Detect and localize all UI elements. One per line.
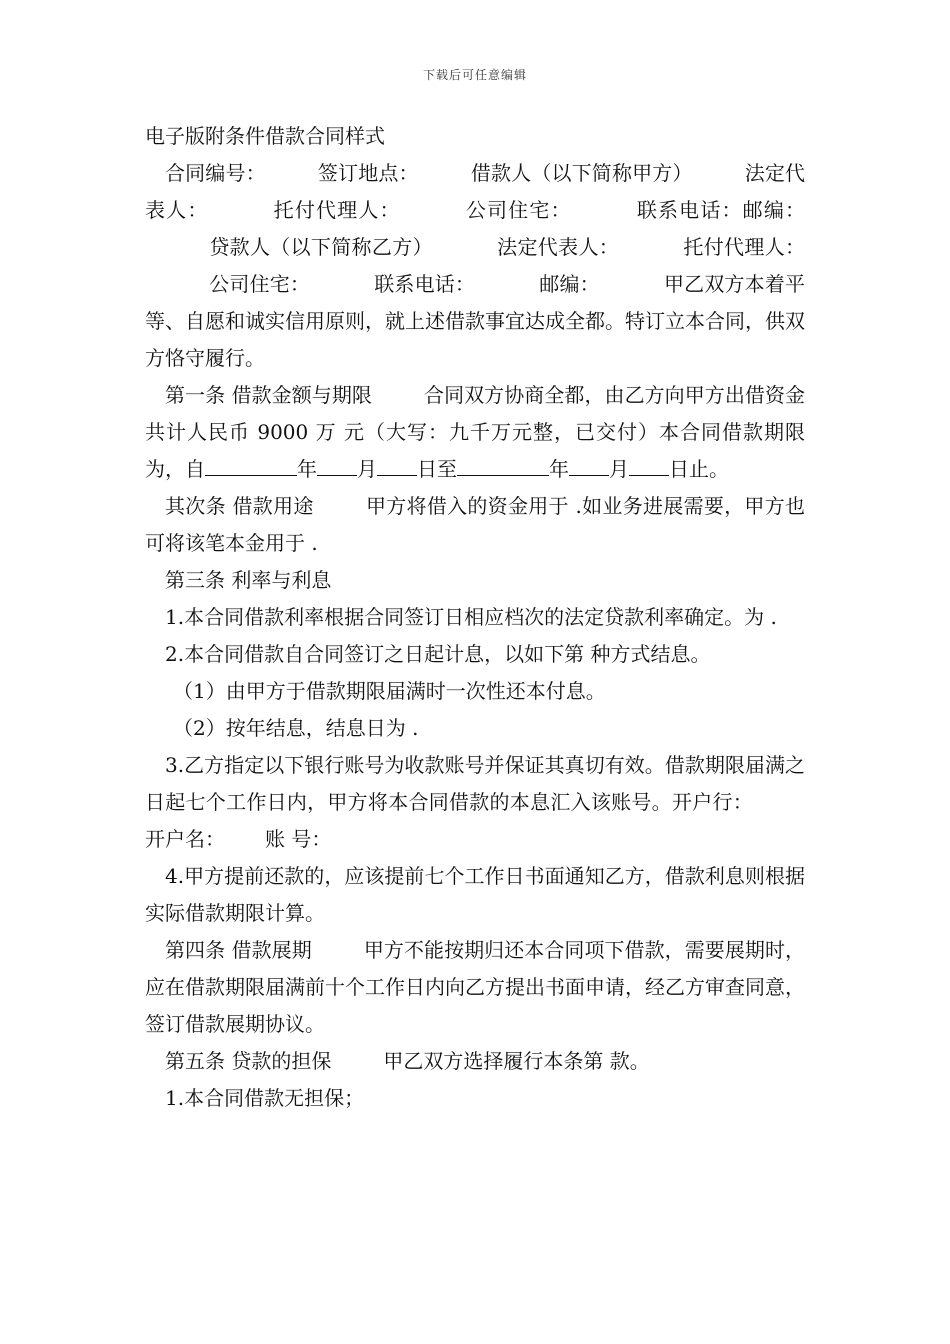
article-1-paragraph [145,377,805,488]
article-3-item-2: 2.本合同借款自合同签订之日起计息，以如下第 种方式结息。 [165,642,711,666]
contract-intro-paragraph [145,155,805,377]
field-postcode-borrower: 邮编： [742,198,806,222]
field-account-name: 开户名： [145,827,225,851]
article-4-paragraph [145,932,805,1043]
article-1-text: 合同双方协商全都，由乙方向甲方出借资金共计人民币 9000 万 元（大写：九千万元整，已交付）本合同借款期限为，自 [145,383,806,481]
field-phone-borrower: 联系电话： [635,198,743,222]
field-phone-lender: 联系电话： [374,272,476,296]
preamble-text: 甲乙双方本着平等、自愿和诚实信用原则，就上述借款事宜达成全都。特订立本合同，供双方恪守履行。 [145,272,806,370]
blank-end-month [569,451,609,476]
field-sign-place: 签订地点： [317,161,419,185]
article-3-item-3 [145,747,805,858]
label-month-end: 月 [609,457,629,481]
field-address-borrower: 公司住宅： [464,198,572,222]
field-legal-rep-borrower: 法定代表人： [145,161,806,222]
article-2-heading: 其次条 借款用途 [165,494,314,518]
page-header-note: 下载后可任意编辑 [422,68,527,82]
label-day-to: 日至 [417,457,457,481]
article-3-item-4: 4.甲方提前还款的，应该提前七个工作日书面通知乙方，借款利息则根据实际借款期限计算。 [145,864,805,925]
field-agent-lender: 托付代理人： [683,235,806,259]
field-address-lender: 公司住宅： [209,272,311,296]
article-4-heading: 第四条 借款展期 [165,938,312,962]
blank-end-day [629,451,669,476]
article-3-item-2-option-2: （2）按年结息，结息日为 . [173,716,419,740]
article-2-paragraph [145,488,805,562]
field-lender: 贷款人（以下简称乙方） [209,235,433,259]
article-4-text: 甲方不能按期归还本合同项下借款，需要展期时，应在借款期限届满前十个工作日内向乙方提出书面申请，经乙方审查同意，签订借款展期协议。 [145,938,805,1036]
label-month: 月 [357,457,377,481]
field-postcode-lender: 邮编： [539,272,600,296]
field-borrower: 借款人（以下简称甲方） [470,161,693,185]
article-3-item-2-option-1: （1）由甲方于借款期限届满时一次性还本付息。 [173,679,606,703]
article-3-item-1: 1.本合同借款利率根据合同签订日相应档次的法定贷款利率确定。为 . [165,605,777,629]
blank-start-year [205,451,297,476]
label-year-end: 年 [549,457,569,481]
article-5-paragraph [145,1043,805,1080]
document-title: 电子版附条件借款合同样式 [145,124,385,148]
article-5-heading: 第五条 贷款的担保 [165,1049,332,1073]
article-1-heading: 第一条 借款金额与期限 [165,383,372,407]
label-day-end: 日止。 [669,457,729,481]
blank-end-year [457,451,549,476]
article-2-text: 甲方将借入的资金用于 .如业务进展需要，甲方也可将该笔本金用于 . [145,494,806,555]
article-5-item-1: 1.本合同借款无担保； [165,1086,365,1110]
field-bank: 开户行： [671,790,754,814]
article-3-heading: 第三条 利率与利息 [165,568,332,592]
blank-start-month [317,451,357,476]
article-3-item-3-text: 3.乙方指定以下银行账号为收款账号并保证其真切有效。借款期限届满之日起七个工作日内，甲方将本合同借款的本息汇入该账号。 [145,753,805,814]
blank-start-day [377,451,417,476]
field-legal-rep-lender: 法定代表人： [496,235,620,259]
field-contract-no: 合同编号： [165,161,266,185]
field-agent-borrower: 托付代理人： [272,198,401,222]
label-year: 年 [297,457,317,481]
contract-body [145,118,805,1117]
article-5-text: 甲乙双方选择履行本条第 款。 [383,1049,650,1073]
field-account-no: 账 号： [265,827,332,851]
